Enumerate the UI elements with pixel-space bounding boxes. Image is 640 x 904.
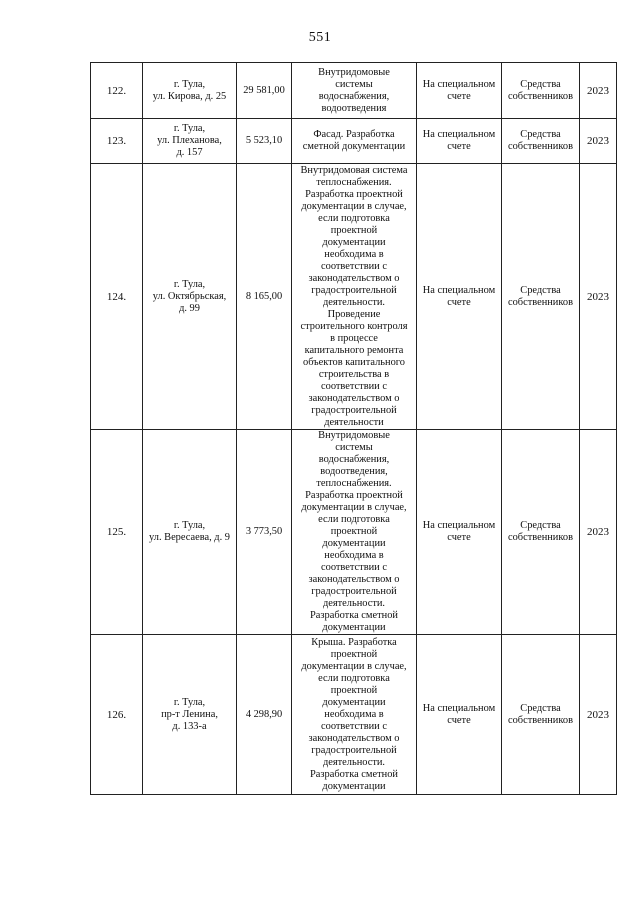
year-cell: 2023: [580, 164, 617, 430]
address-cell: г. Тула, ул. Кирова, д. 25: [143, 63, 237, 119]
table-row: [91, 63, 617, 119]
repair-program-table: [90, 62, 617, 795]
funding-method-cell: На специальном счете: [417, 164, 502, 430]
funding-method-cell: На специальном счете: [417, 63, 502, 119]
year-cell: 2023: [580, 635, 617, 795]
table-row: [91, 635, 617, 795]
funding-source-cell: Средства собственников: [502, 430, 580, 635]
funding-method-cell: На специальном счете: [417, 119, 502, 164]
table-row: [91, 164, 617, 430]
row-number: 124.: [91, 164, 143, 430]
cost-cell: 3 773,50: [237, 430, 292, 635]
address-cell: г. Тула, ул. Вересаева, д. 9: [143, 430, 237, 635]
table-row: [91, 430, 617, 635]
funding-source-cell: Средства собственников: [502, 164, 580, 430]
row-number: 122.: [91, 63, 143, 119]
work-type-cell: Фасад. Разработка сметной документации: [292, 119, 417, 164]
work-type-cell: Внутридомовые системы водоснабжения, водоотведения: [292, 63, 417, 119]
row-number: 125.: [91, 430, 143, 635]
page-number: 551: [308, 30, 332, 45]
cost-cell: 5 523,10: [237, 119, 292, 164]
funding-source-cell: Средства собственников: [502, 63, 580, 119]
year-cell: 2023: [580, 63, 617, 119]
work-type-cell: Внутридомовые системы водоснабжения, водоотведения, теплоснабжения. Разработка проектной документации в случае, если подготовка проектной документации необходима в соответствии с законодательством о градостроительной деятельности. Разработка сметной документации: [292, 430, 417, 635]
funding-method-cell: На специальном счете: [417, 635, 502, 795]
work-type-cell: Крыша. Разработка проектной документации в случае, если подготовка проектной документации необходима в соответствии с законодательством о градостроительной деятельности. Разработка сметной документации: [292, 635, 417, 795]
cost-cell: 29 581,00: [237, 63, 292, 119]
address-cell: г. Тула, пр-т Ленина, д. 133-а: [143, 635, 237, 795]
funding-source-cell: Средства собственников: [502, 119, 580, 164]
funding-method-cell: На специальном счете: [417, 430, 502, 635]
cost-cell: 4 298,90: [237, 635, 292, 795]
address-cell: г. Тула, ул. Плеханова, д. 157: [143, 119, 237, 164]
row-number: 123.: [91, 119, 143, 164]
year-cell: 2023: [580, 430, 617, 635]
table-row: [91, 119, 617, 164]
funding-source-cell: Средства собственников: [502, 635, 580, 795]
work-type-cell: Внутридомовая система теплоснабжения. Разработка проектной документации в случае, если подготовка проектной документации необходима в соответствии с законодательством о градостроительной деятельности. Проведение строительного контроля в процессе капитального ремонта объектов капитального строительства в соответствии с законодательством о градостроительной деятельности: [292, 164, 417, 430]
row-number: 126.: [91, 635, 143, 795]
year-cell: 2023: [580, 119, 617, 164]
cost-cell: 8 165,00: [237, 164, 292, 430]
address-cell: г. Тула, ул. Октябрьская, д. 99: [143, 164, 237, 430]
